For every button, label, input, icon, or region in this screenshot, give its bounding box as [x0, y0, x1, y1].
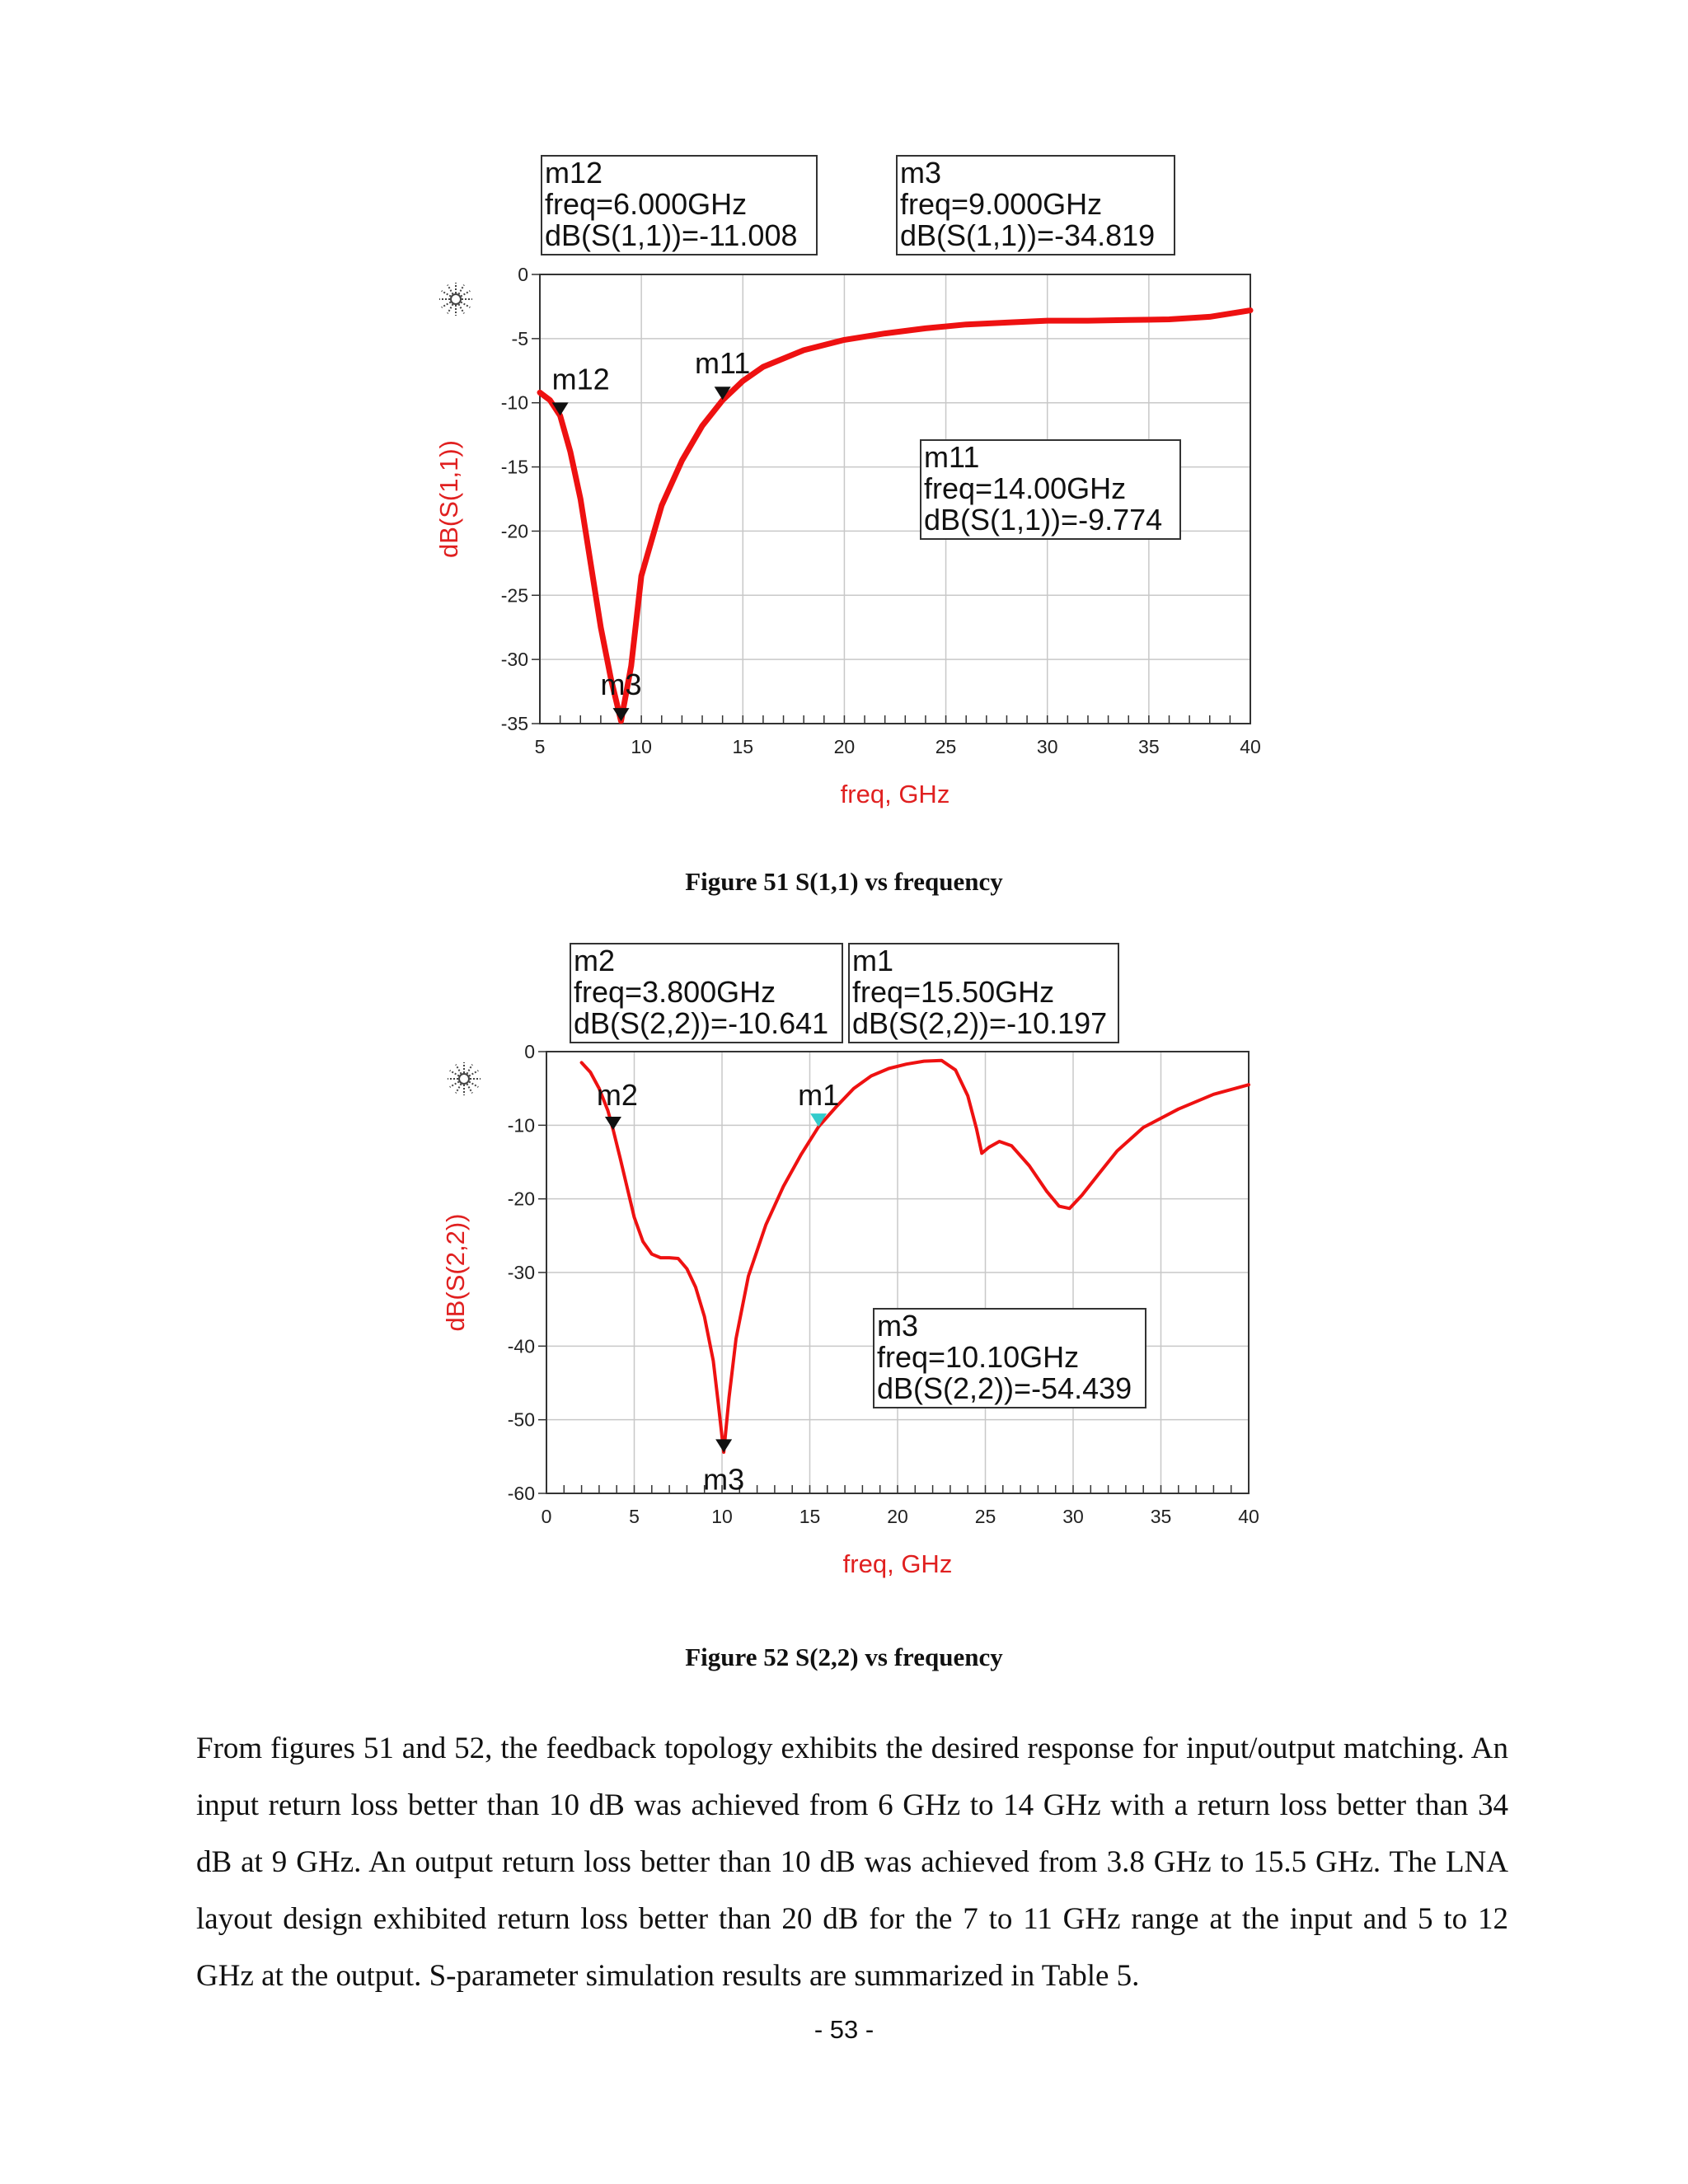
marker-box-line: freq=15.50GHz	[852, 975, 1055, 1009]
y-axis-label: dB(S(1,1))	[434, 440, 463, 558]
x-tick-label: 5	[534, 736, 546, 757]
x-tick-label: 35	[1150, 1506, 1172, 1527]
marker-readout-box	[849, 944, 1118, 1043]
marker-label: m11	[694, 346, 751, 381]
marker-triangle	[605, 1117, 621, 1130]
marker-box-line: m11	[924, 440, 980, 474]
ads-logo-core	[451, 294, 461, 304]
marker-box-line: m2	[574, 944, 616, 977]
marker-box-line: freq=10.10GHz	[877, 1340, 1080, 1374]
y-tick-label: 0	[524, 1041, 535, 1062]
marker-box-line: m12	[545, 156, 603, 190]
marker-readout-box	[570, 944, 842, 1043]
marker-box-line: freq=3.800GHz	[574, 975, 776, 1009]
body-paragraph: From figures 51 and 52, the feedback topology exhibits the desired response for input/output matching. An input return loss better than 10 dB was achieved from 6 GHz to 14 GHz with a return loss better than 34 dB at 9 GHz. An output return loss better than 10 dB was achieved from 3.8 GHz to 15.5 GHz. The LNA layout design exhibited return loss better than 20 dB for the 7 to 11 GHz range at the input and 5 to 12 GHz at the output. S-parameter simulation results are summarized in Table 5.	[196, 1732, 1508, 1993]
x-tick-label: 40	[1240, 736, 1261, 757]
y-tick-label: -10	[507, 1114, 535, 1137]
x-tick-label: 10	[631, 736, 652, 757]
x-tick-label: 25	[974, 1506, 996, 1527]
x-tick-label: 20	[887, 1506, 908, 1527]
y-tick-label: -50	[507, 1408, 535, 1431]
ads-logo-core	[459, 1074, 469, 1084]
marker-box-line: freq=14.00GHz	[924, 471, 1127, 505]
marker-label: m2	[596, 1078, 638, 1113]
y-tick-label: -30	[507, 1262, 535, 1283]
ads-logo-ray	[469, 1082, 478, 1088]
ads-logo-ray	[461, 291, 470, 297]
marker-label: m1	[798, 1078, 840, 1113]
y-tick-label: -5	[511, 327, 528, 349]
marker-box-line: dB(S(2,2))=-10.641	[574, 1006, 829, 1040]
grid	[546, 1052, 1249, 1493]
marker-readout-box	[874, 1309, 1146, 1408]
y-tick-label: 0	[518, 264, 528, 285]
marker-box-line: freq=9.000GHz	[900, 187, 1103, 221]
y-tick-label: -10	[500, 391, 528, 414]
ads-logo-icon	[448, 1062, 481, 1095]
ads-logo-ray	[450, 1071, 459, 1076]
marker-box-line: m3	[877, 1309, 919, 1343]
x-axis-label: freq, GHz	[840, 780, 950, 808]
figure-caption-51: Figure 51 S(1,1) vs frequency	[685, 867, 1003, 896]
y-tick-label: -40	[507, 1335, 535, 1357]
marker-label: m12	[551, 362, 610, 396]
x-tick-label: 20	[833, 736, 856, 757]
ads-logo-ray	[456, 1065, 462, 1074]
y-tick-label: -20	[500, 520, 528, 542]
marker-box-line: m1	[852, 944, 894, 977]
ads-logo-ray	[467, 1084, 473, 1093]
x-tick-label: 10	[711, 1506, 733, 1527]
y-tick-label: -20	[507, 1188, 535, 1210]
marker-label: m3	[703, 1462, 745, 1497]
ads-logo-ray	[459, 285, 465, 294]
y-axis-label: dB(S(2,2))	[441, 1213, 470, 1332]
ads-logo-ray	[467, 1065, 473, 1074]
ads-logo-ray	[450, 1082, 459, 1088]
x-tick-label: 40	[1238, 1506, 1259, 1527]
y-tick-label: -35	[500, 713, 528, 734]
page-number: - 53 -	[814, 2015, 874, 2044]
marker-box-line: freq=6.000GHz	[545, 187, 748, 221]
marker-box-line: dB(S(2,2))=-10.197	[852, 1006, 1108, 1040]
ads-logo-ray	[448, 304, 453, 313]
x-tick-label: 0	[541, 1506, 552, 1527]
x-tick-label: 25	[935, 736, 957, 757]
ads-logo-ray	[459, 304, 465, 313]
y-tick-label: -25	[500, 584, 528, 607]
figure-caption-52: Figure 52 S(2,2) vs frequency	[685, 1643, 1003, 1671]
marker-readout-box	[921, 440, 1180, 539]
marker-box-line: dB(S(1,1))=-11.008	[545, 218, 798, 252]
ads-logo-ray	[442, 302, 451, 308]
marker-readout-box	[542, 156, 817, 255]
x-tick-label: 35	[1138, 736, 1160, 757]
chart-s22	[0, 940, 1688, 1632]
x-tick-label: 5	[629, 1506, 640, 1527]
ads-logo-icon	[439, 283, 472, 316]
ads-logo-ray	[456, 1084, 462, 1093]
marker-triangle	[613, 708, 630, 721]
ads-logo-ray	[469, 1071, 478, 1076]
y-tick-label: -30	[500, 649, 528, 671]
marker-box-line: dB(S(1,1))=-9.774	[924, 503, 1163, 537]
ads-logo-ray	[448, 285, 453, 294]
marker-triangle	[715, 1439, 732, 1452]
x-tick-label: 15	[732, 736, 754, 757]
ads-logo-ray	[442, 291, 451, 297]
x-tick-label: 30	[1062, 1506, 1084, 1527]
marker-box-line: dB(S(2,2))=-54.439	[877, 1371, 1132, 1405]
marker-label: m3	[600, 668, 642, 702]
marker-readout-box	[897, 156, 1175, 255]
y-tick-label: -60	[507, 1483, 535, 1504]
marker-box-line: m3	[900, 156, 942, 190]
marker-box-line: dB(S(1,1))=-34.819	[900, 218, 1156, 252]
y-tick-label: -15	[500, 456, 528, 478]
chart-s11	[0, 148, 1688, 841]
x-axis-label: freq, GHz	[842, 1549, 953, 1578]
x-tick-label: 15	[799, 1506, 821, 1527]
ads-logo-ray	[461, 302, 470, 308]
x-tick-label: 30	[1036, 736, 1058, 757]
